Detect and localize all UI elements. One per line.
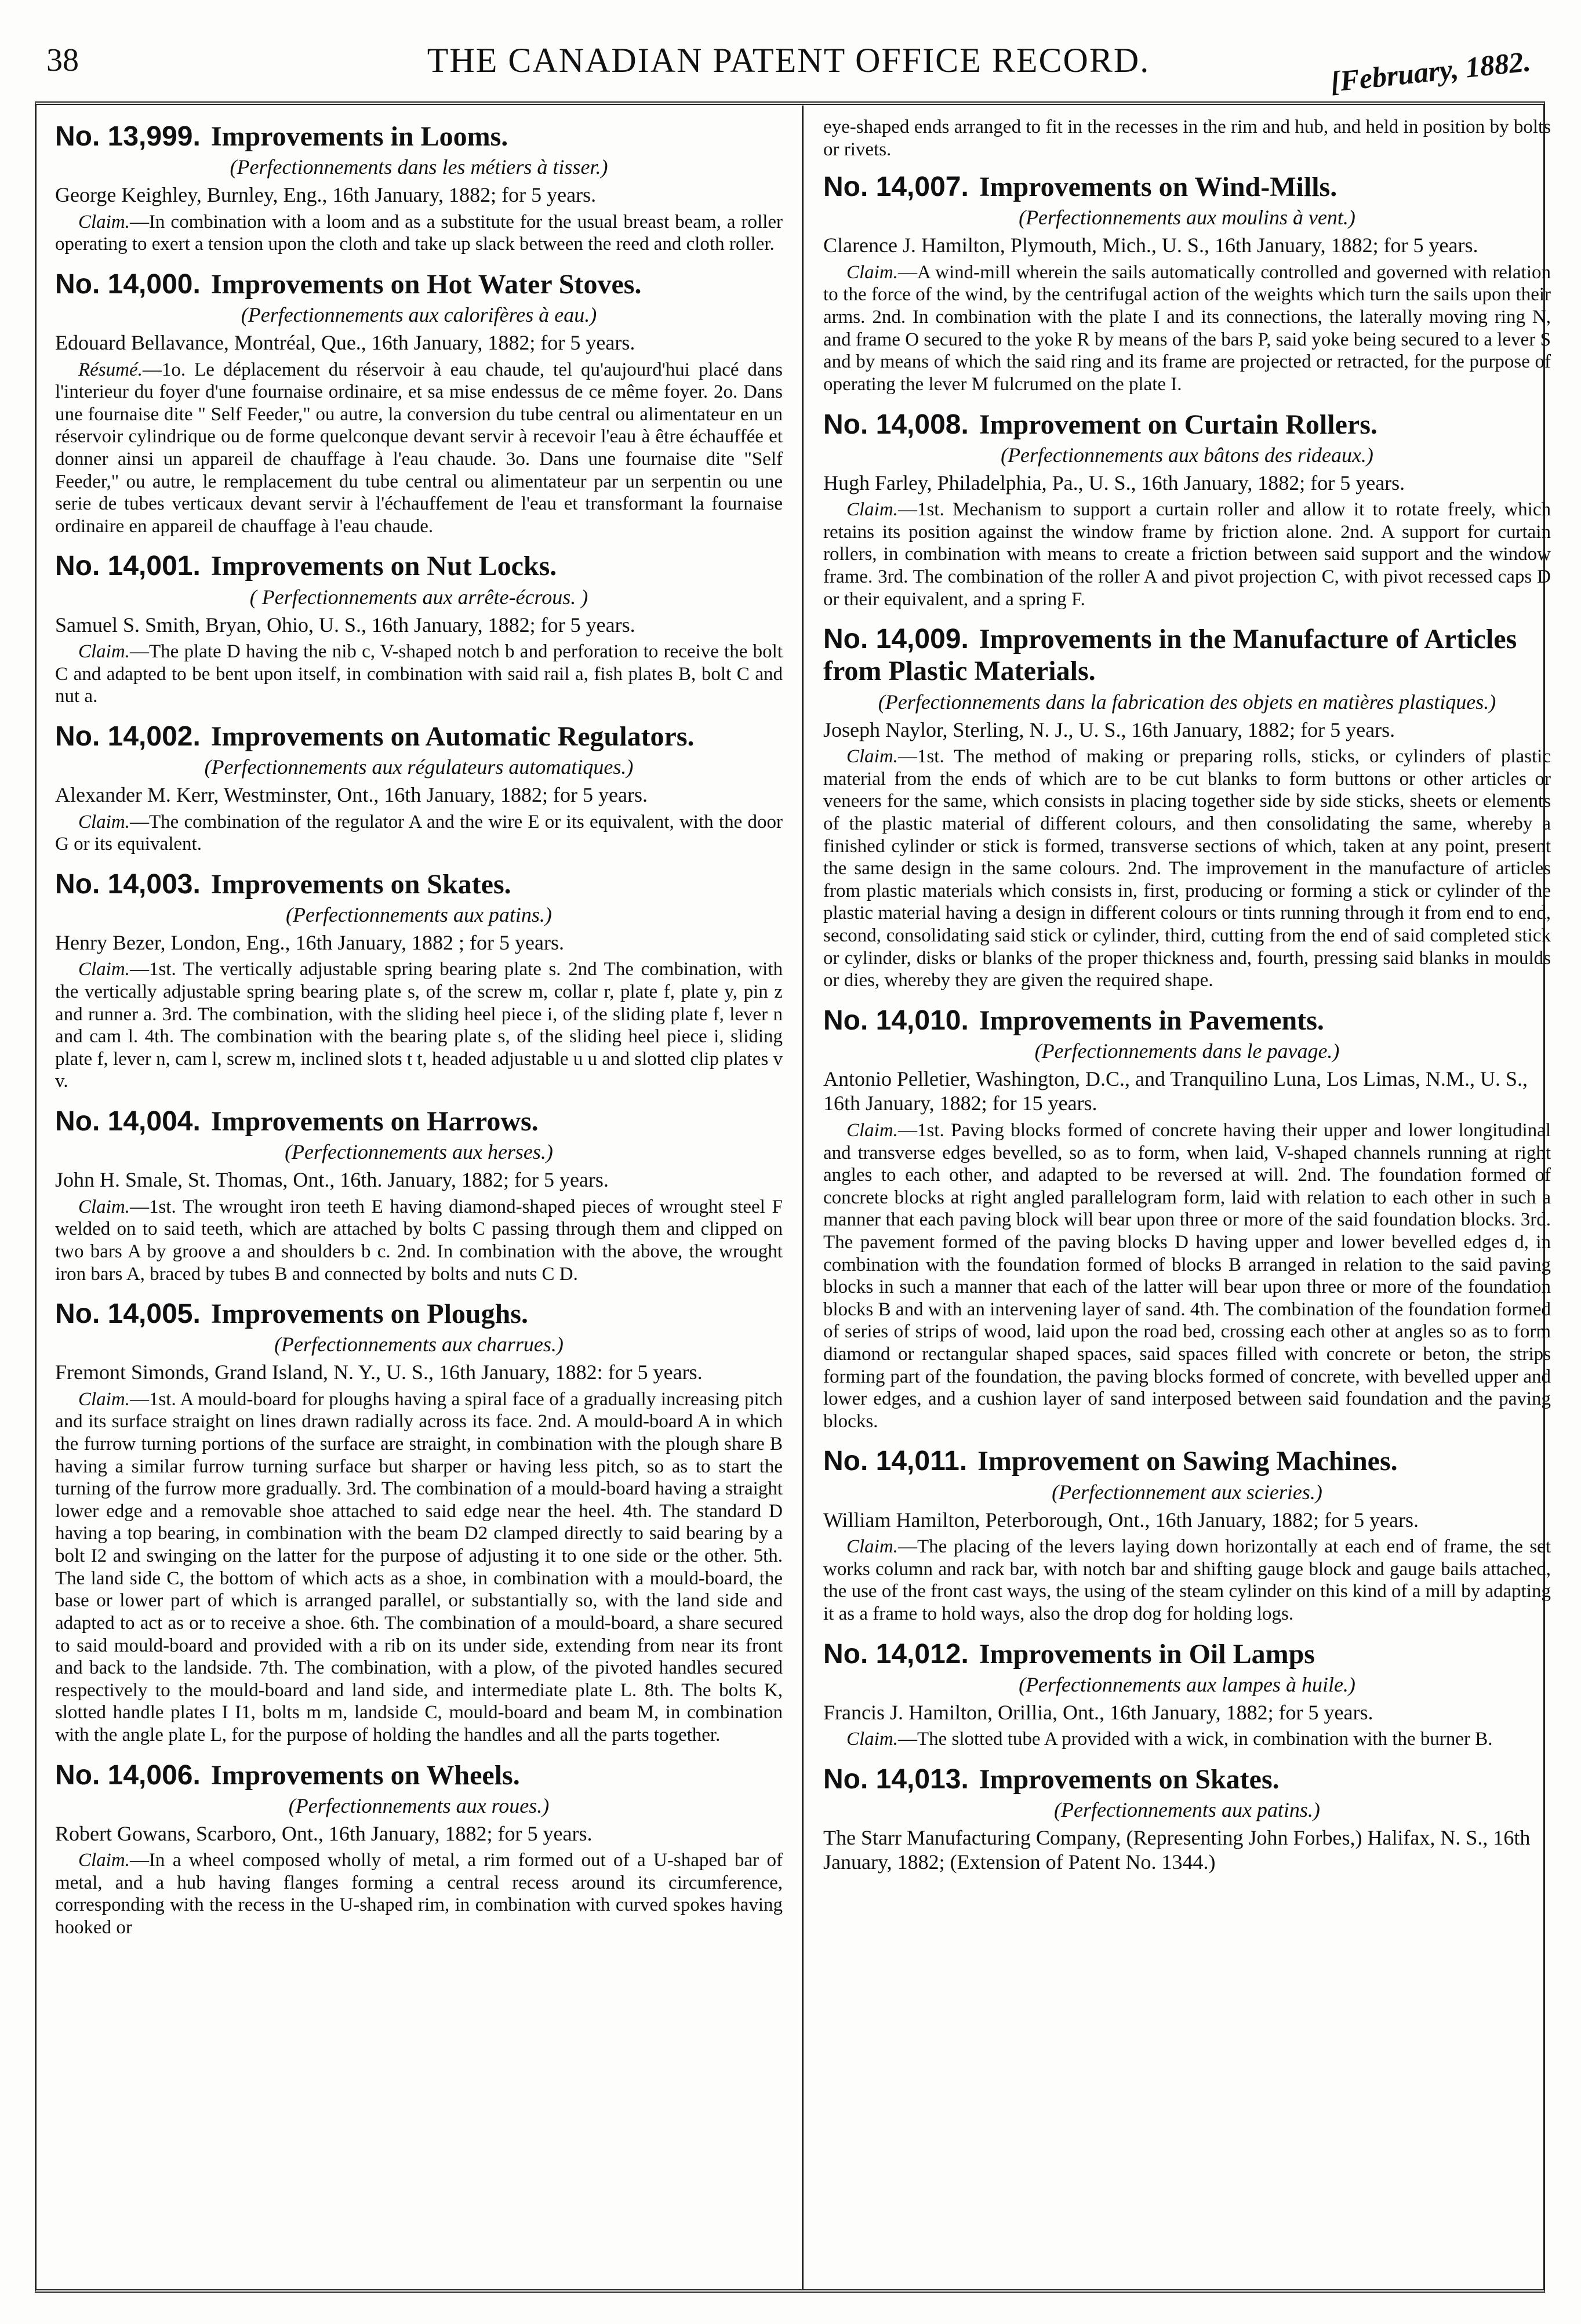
- patent-title: Improvements on Wind-Mills.: [979, 172, 1338, 203]
- patent-number: No. 14,000.: [55, 268, 201, 300]
- right-column: [823, 116, 1551, 2284]
- patent-entry: [823, 409, 1551, 611]
- patent-title: Improvements on Automatic Regulators.: [210, 721, 695, 752]
- entry-heading: [55, 550, 783, 582]
- patent-title: Improvements in Pavements.: [979, 1005, 1324, 1036]
- claim-label: Claim.: [846, 1536, 898, 1558]
- patent-title: Improvements in the Manufacture of Articles from Plastic Materials.: [823, 624, 1517, 687]
- claim-text: [55, 359, 783, 538]
- patent-number: No. 14,003.: [55, 868, 201, 900]
- entry-heading: [55, 868, 783, 900]
- applicant: Edouard Bellavance, Montréal, Que., 16th January, 1882; for 5 years.: [55, 331, 635, 355]
- patent-number: No. 14,001.: [55, 551, 201, 582]
- french-title: (Perfectionnements dans la fabrication des objets en matières plastiques.): [878, 690, 1496, 714]
- claim-text: [55, 811, 783, 856]
- claim-label: Claim.: [846, 499, 898, 521]
- entry-heading: [823, 1445, 1551, 1477]
- patent-title: Improvements in Oil Lamps: [979, 1638, 1315, 1670]
- french-title: (Perfectionnements aux régulateurs automatiques.): [204, 755, 634, 779]
- patent-entry: [823, 623, 1551, 992]
- claim-label: Claim.: [78, 811, 130, 832]
- claim-text: [823, 1536, 1551, 1625]
- claim-label: Claim.: [78, 1850, 130, 1871]
- patent-entry: [55, 1105, 783, 1285]
- applicant: Henry Bezer, London, Eng., 16th January, 1882 ; for 5 years.: [55, 930, 564, 954]
- claim-text: [55, 1849, 783, 1939]
- claim-text: [823, 1119, 1551, 1433]
- entry-heading: [823, 409, 1551, 441]
- entry-heading: [55, 1759, 783, 1791]
- french-title: (Perfectionnements aux charrues.): [274, 1333, 564, 1356]
- claim-label: Claim.: [78, 211, 130, 232]
- left-column: [55, 116, 783, 2284]
- french-title: (Perfectionnements dans les métiers à tisser.): [230, 155, 608, 179]
- entry-heading: [823, 1638, 1551, 1670]
- claim-body: —1o. Le déplacement du réservoir à eau chaude, tel qu'aujourd'hui placé dans l'interieur du foyer d'une fournaise ordinaire, et sa mise endessus de ce même foyer. 2o. Dans une fournaise dite " Self Feeder," ou autre, la conversion du tube central ou alimentateur en un réservoir cylindrique ou de forme quelconque devant servir à recevoir l'eau à être échauffée et donner ainsi un appareil de chauffage à l'eau chaude. 3o. Dans une fournaise dite "Self Feeder," ou autre, le remplacement du tube central ou alimentateur par un serpentin ou une serie de tubes verticaux devant servir à l'échauffement de l'eau et transformant la fournaise ordinaire en appareil de chauffage à l'eau chaude.: [55, 359, 783, 537]
- claim-body: —1st. The method of making or preparing rolls, sticks, or cylinders of plastic material from the ends of which are to be cut blanks to form buttons or other articles or veneers for the same, which consists in placing together side by side sticks, sheets or elements of the plastic material of different colours, and then consolidating the same, whereby a finished cylinder or stick is formed, transverse sections of which, taken at any point, present the same design in the same colours. 2nd. The improvement in the manufacture of articles from plastic materials which consists in, first, producing or forming a stick or cylinder of the plastic material having a design in different colours or tints running through it from end to end, second, consolidating said stick or cylinder, third, cutting from the end of said completed stick or cylinder, disks or blanks of the proper thickness and, fourth, pressing said blanks in moulds or dies, whereby they are given the required shape.: [823, 746, 1551, 991]
- patent-entry: [823, 1445, 1551, 1625]
- patent-number: No. 14,002.: [55, 721, 201, 752]
- patent-number: No. 14,009.: [823, 624, 969, 655]
- entry-heading: [55, 1105, 783, 1137]
- claim-text: [823, 1728, 1551, 1751]
- entry-heading: [55, 268, 783, 300]
- applicant: Clarence J. Hamilton, Plymouth, Mich., U. S., 16th January, 1882; for 5 years.: [823, 234, 1478, 257]
- french-title: (Perfectionnements aux herses.): [285, 1140, 553, 1164]
- applicant: Fremont Simonds, Grand Island, N. Y., U. S., 16th January, 1882: for 5 years.: [55, 1361, 703, 1384]
- patent-entry: [55, 121, 783, 256]
- claim-body: —1st. A mould-board for ploughs having a spiral face of a gradually increasing pitch and its surface straight on lines drawn radially across its face. 2nd. A mould-board A in which the furrow turning portions of the surface are straight, in combination with the plough share B having a similar furrow turning surface but sharper or having less pitch, so as to start the turning of the furrow more gradually. 3rd. The combination of a mould-board having a straight lower edge and a removable shoe attached to said edge near the heel. 4th. The standard D having a top bearing, in combination with the beam D2 clamped directly to said bearing by a bolt I2 and swinging on the latter for the purpose of adjusting it to one side or the other. 5th. The land side C, the bottom of which acts as a shoe, in combination with a mould-board, the base or lower part of which is arranged parallel, or substantially so, with the land side and adapted to act as or to receive a shoe. 6th. The combination of a mould-board, a share secured to said mould-board and provided with a rib on its under side, extending from near its front and back to the landside. 7th. The combination, with a plow, of the pivoted handles secured respectively to the mould-board and land side, and intermediate plate L. 8th. The bolts K, slotted handle plates I I1, bolts m m, landside C, mould-board and beam M, in combination with the angle plate L, for the purpose of holding the handles and all the parts together.: [55, 1388, 783, 1745]
- claim-label: Résumé.: [78, 359, 143, 380]
- patent-number: No. 14,013.: [823, 1763, 969, 1795]
- french-title: (Perfectionnements aux roues.): [288, 1794, 550, 1817]
- french-title: (Perfectionnements aux bâtons des rideaux.): [1001, 443, 1373, 467]
- patent-title: Improvements on Skates.: [210, 868, 511, 900]
- applicant: Hugh Farley, Philadelphia, Pa., U. S., 16th January, 1882; for 5 years.: [823, 471, 1405, 494]
- applicant: Antonio Pelletier, Washington, D.C., and Tranquilino Luna, Los Limas, N.M., U. S., 16th January, 1882; for 15 years.: [823, 1067, 1528, 1115]
- claim-body: —The placing of the levers laying down horizontally at each end of frame, the set works column and rack bar, with notch bar and shifting gauge block and gauge bails attached, the use of the front cast ways, the using of the steam cylinder on this kind of a mill by adapting it as a frame to hold ways, also the drop dog for holding logs.: [823, 1536, 1551, 1624]
- applicant: George Keighley, Burnley, Eng., 16th January, 1882; for 5 years.: [55, 183, 597, 207]
- claim-body: —In a wheel composed wholly of metal, a rim formed out of a U-shaped bar of metal, and a hub having flanges forming a central recess around its circumference, corresponding with the recess in the U-shaped rim, in combination with curved spokes having hooked or: [55, 1850, 783, 1939]
- claim-text: [823, 261, 1551, 396]
- claim-body: —The slotted tube A provided with a wick, in combination with the burner B.: [897, 1729, 1493, 1750]
- claim-label: Claim.: [78, 1388, 130, 1410]
- claim-label: Claim.: [78, 1196, 130, 1217]
- patent-entry: [823, 1763, 1551, 1875]
- entry-heading: [55, 1298, 783, 1330]
- claim-text: [55, 641, 783, 708]
- patent-title: Improvements on Skates.: [979, 1763, 1280, 1795]
- issue-date: [February, 1882.: [1329, 45, 1532, 99]
- patent-entry: [55, 1298, 783, 1746]
- french-title: (Perfectionnements dans le pavage.): [1034, 1039, 1340, 1063]
- patent-number: No. 13,999.: [55, 121, 201, 152]
- claim-label: Claim.: [846, 1119, 898, 1141]
- claim-text: [55, 958, 783, 1093]
- claim-label: Claim.: [846, 261, 898, 283]
- patent-entry: [55, 268, 783, 538]
- patent-title: Improvement on Curtain Rollers.: [979, 409, 1378, 440]
- patent-title: Improvements on Ploughs.: [210, 1299, 528, 1330]
- patent-entry: [55, 721, 783, 856]
- patent-title: Improvements on Wheels.: [210, 1759, 520, 1791]
- column-divider: [802, 106, 804, 2290]
- claim-text: [823, 499, 1551, 610]
- patent-entry: [823, 1005, 1551, 1433]
- applicant: William Hamilton, Peterborough, Ont., 16th January, 1882; for 5 years.: [823, 1508, 1419, 1532]
- french-title: (Perfectionnements aux calorifères à eau.): [241, 303, 597, 327]
- claim-body: —1st. The wrought iron teeth E having diamond-shaped pieces of wrought steel F welded on to said teeth, which are attached by bolts C passing through them and clipped on two bars A by groove a and shoulders b c. 2nd. In combination with the above, the wrought iron bars A, braced by tubes B and connected by bolts and nuts C D.: [55, 1196, 783, 1285]
- patent-entry: [55, 550, 783, 707]
- patent-number: No. 14,004.: [55, 1106, 201, 1137]
- patent-title: Improvements on Hot Water Stoves.: [210, 268, 642, 300]
- patent-number: No. 14,012.: [823, 1638, 969, 1670]
- patent-entry: [823, 171, 1551, 395]
- claim-body: —In combination with a loom and as a substitute for the usual breast beam, a roller operating to exert a tension upon the cloth and take up slack between the reed and cloth roller.: [55, 211, 783, 255]
- claim-label: Claim.: [78, 959, 130, 980]
- patent-entry: [823, 1638, 1551, 1751]
- journal-title: THE CANADIAN PATENT OFFICE RECORD.: [427, 41, 1150, 79]
- patent-number: No. 14,007.: [823, 172, 969, 203]
- applicant: Francis J. Hamilton, Orillia, Ont., 16th January, 1882; for 5 years.: [823, 1700, 1373, 1724]
- page-header: [46, 36, 1532, 99]
- patent-title: Improvement on Sawing Machines.: [977, 1446, 1398, 1477]
- french-title: (Perfectionnement aux scieries.): [1052, 1480, 1322, 1504]
- claim-label: Claim.: [846, 746, 898, 768]
- patent-number: No. 14,006.: [55, 1759, 201, 1791]
- claim-text: [55, 1196, 783, 1285]
- applicant: Joseph Naylor, Sterling, N. J., U. S., 16th January, 1882; for 5 years.: [823, 718, 1395, 741]
- entry-heading: [55, 721, 783, 752]
- patent-number: No. 14,008.: [823, 409, 969, 440]
- patent-title: Improvements on Nut Locks.: [210, 551, 557, 582]
- entry-heading: [823, 1763, 1551, 1795]
- patent-number: No. 14,005.: [55, 1299, 201, 1330]
- patent-entry: [55, 868, 783, 1093]
- patent-number: No. 14,011.: [823, 1446, 968, 1477]
- patent-title: Improvements on Harrows.: [210, 1106, 539, 1137]
- applicant: The Starr Manufacturing Company, (Representing John Forbes,) Halifax, N. S., 16th January, 1882; (Extension of Patent No. 1344.): [823, 1825, 1531, 1874]
- french-title: (Perfectionnements aux lampes à huile.): [1019, 1672, 1355, 1696]
- french-title: ( Perfectionnements aux arrête-écrous. ): [249, 585, 588, 609]
- french-title: (Perfectionnements aux patins.): [1054, 1798, 1320, 1821]
- entry-heading: [823, 623, 1551, 687]
- page-number: 38: [46, 42, 79, 78]
- claim-text: [823, 745, 1551, 992]
- claim-body: —The plate D having the nib c, V-shaped notch b and perforation to receive the bolt C and adapted to be bent upon itself, in combination with said rail a, fish plates B, bolt C and nut a.: [55, 641, 783, 707]
- claim-body: —The combination of the regulator A and the wire E or its equivalent, with the door G or its equivalent.: [55, 811, 783, 855]
- claim-label: Claim.: [78, 641, 130, 663]
- claim-text: [55, 1388, 783, 1747]
- applicant: Robert Gowans, Scarboro, Ont., 16th January, 1882; for 5 years.: [55, 1821, 593, 1845]
- applicant: Alexander M. Kerr, Westminster, Ont., 16th January, 1882; for 5 years.: [55, 783, 648, 807]
- right-entries: [823, 171, 1551, 1875]
- patent-title: Improvements in Looms.: [210, 121, 508, 152]
- applicant: John H. Smale, St. Thomas, Ont., 16th. January, 1882; for 5 years.: [55, 1168, 609, 1192]
- continued-claim: eye-shaped ends arranged to fit in the recesses in the rim and hub, and held in position by bolts or rivets.: [823, 117, 1551, 160]
- french-title: (Perfectionnements aux moulins à vent.): [1019, 206, 1355, 230]
- entry-heading: [823, 1005, 1551, 1036]
- claim-text: [55, 211, 783, 256]
- french-title: (Perfectionnements aux patins.): [286, 903, 552, 926]
- patent-entry: [55, 1759, 783, 1939]
- claim-body: —A wind-mill wherein the sails automatically controlled and governed with relation to the force of the wind, by the centrifugal action of the weights which turn the sails upon their arms. 2nd. In combination with the plate I and its connections, the laterally moving ring N, and frame O secured to the yoke R by means of the bars P, said yoke being secured to a lever S and by means of which the said ring and its frame are projected or retracted, for the purpose of operating the lever M fulcrumed on the plate I.: [823, 261, 1551, 395]
- patent-number: No. 14,010.: [823, 1005, 969, 1036]
- claim-body: —1st. Paving blocks formed of concrete having their upper and lower longitudinal and transverse edges bevelled, so as to form, when laid, V-shaped channels running at right angles to each other, and adapted to be reversed at will. 2nd. The foundation formed of concrete blocks at right angled parallelogram form, laid with relation to each other in such a manner that each paving block will bear upon three or more of the said foundation blocks. 3rd. The pavement formed of the paving blocks D having upper and lower bevelled edges d, in combination with the foundation formed of blocks B arranged in relation to the said paving blocks in such a manner that each of the latter will bear upon three or more of the foundation blocks B and with an intervening layer of sand. 4th. The combination of the foundation formed of series of strips of wood, laid upon the road bed, crossing each other at angles so as to form diamond or rectangular shaped spaces, said spaces filled with concrete or beton, the strips forming part of the foundation, the paving blocks formed of concrete, with bevelled upper and lower edges, and a cushion layer of sand interposed between said foundation and the paving blocks.: [823, 1119, 1551, 1432]
- claim-body: —1st. Mechanism to support a curtain roller and allow it to rotate freely, which retains its position against the window frame by friction alone. 2nd. A support for curtain rollers, in combination with means to create a friction between said support and the window frame. 3rd. The combination of the roller A and pivot projection C, with pivot recessed caps D or their equivalent, and a spring F.: [823, 499, 1551, 610]
- entry-heading: [823, 171, 1551, 203]
- applicant: Samuel S. Smith, Bryan, Ohio, U. S., 16th January, 1882; for 5 years.: [55, 613, 635, 637]
- entry-heading: [55, 121, 783, 152]
- claim-body: —1st. The vertically adjustable spring bearing plate s. 2nd The combination, with the vertically adjustable spring bearing plate s, of the screw m, collar r, plate f, plate y, pin z and runner a. 3rd. The combination, with the sliding heel piece i, of the sliding plate f, lever n and cam l. 4th. The combination with the bearing plate s, of the sliding heel piece i, sliding plate f, lever n, cam l, screw m, inclined slots t t, headed adjustable u u and slotted clip plates v v.: [55, 959, 783, 1092]
- claim-label: Claim.: [846, 1729, 898, 1750]
